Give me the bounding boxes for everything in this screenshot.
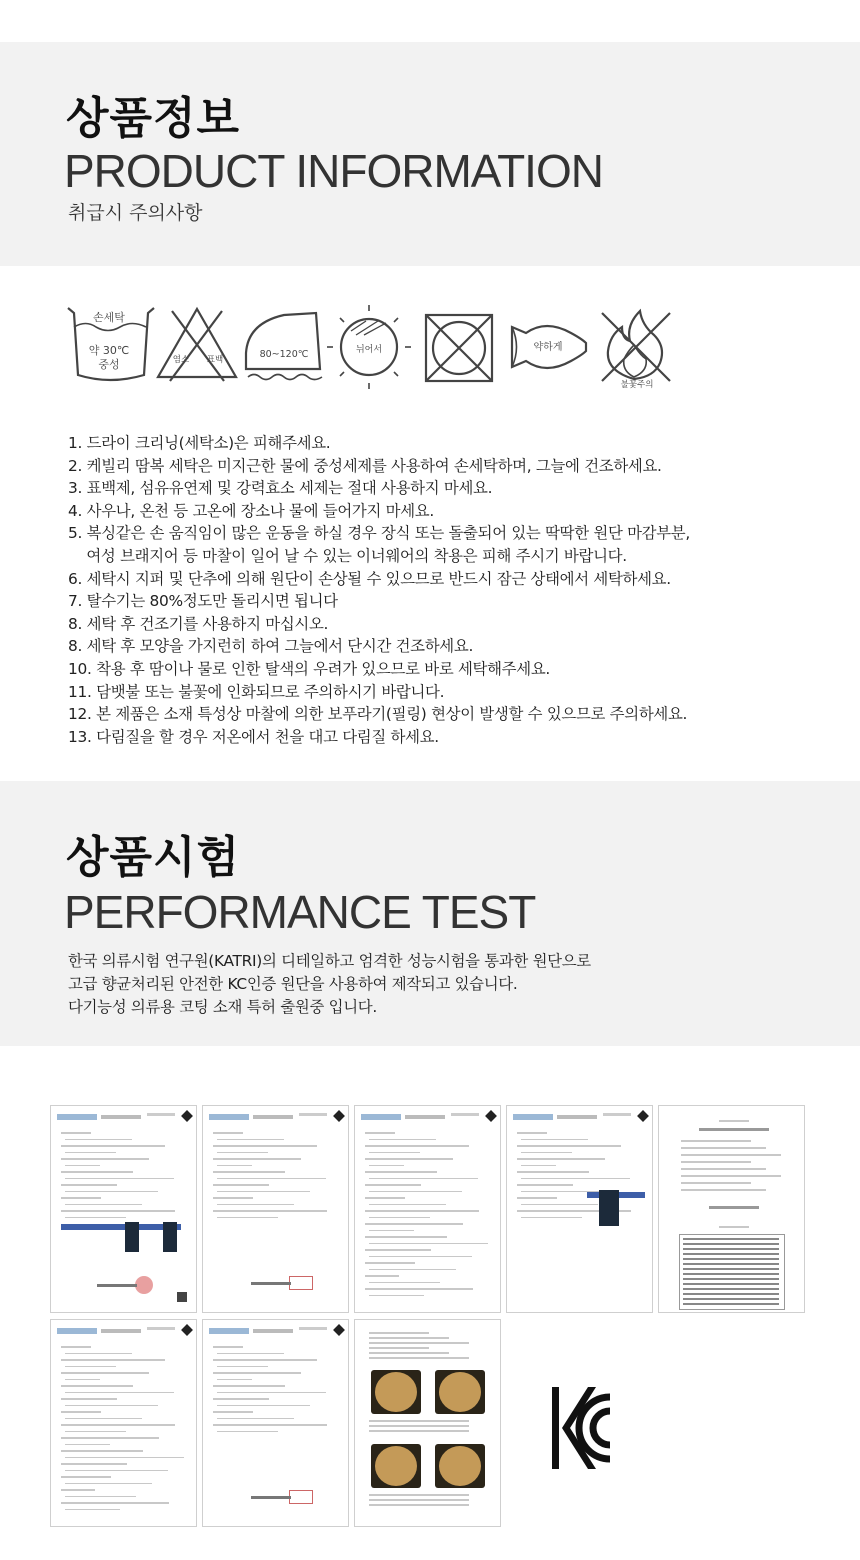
document-thumbnail [354, 1105, 501, 1313]
performance-title-kr: 상품시험 [66, 832, 241, 883]
product-info-subtitle: 취급시 주의사항 [68, 202, 203, 224]
care-item: 1. 드라이 크리닝(세탁소)은 피해주세요. [68, 434, 331, 452]
document-thumbnail [50, 1105, 197, 1313]
care-item: 6. 세탁시 지퍼 및 단추에 의해 원단이 손상될 수 있으므로 반드시 잠근 상태에서 세탁하세요. [68, 569, 671, 588]
svg-text:80~120℃: 80~120℃ [259, 349, 309, 360]
care-item: 5. 복싱같은 손 움직임이 많은 운동을 하실 경우 장식 또는 돌출되어 있는 딱딱한 원단 마감부분, [68, 524, 690, 543]
flame-caution-icon [602, 311, 670, 390]
product-info-title-en: PRODUCT INFORMATION [64, 145, 603, 197]
care-item: 8. 세탁 후 건조기를 사용하지 마십시오. [68, 614, 329, 633]
svg-text:약하게: 약하게 [533, 342, 563, 353]
svg-text:염소: 염소 [172, 355, 190, 365]
care-item: 2. 케빌리 땀복 세탁은 미지근한 물에 중성세제를 사용하여 손세탁하며, 그늘에 건조하세요. [68, 456, 662, 475]
care-item: 10. 착용 후 땀이나 물로 인한 탈색의 우려가 있으므로 바로 세탁해주세요. [68, 659, 550, 678]
care-instructions-list [68, 432, 788, 748]
kc-mark-icon [548, 1383, 614, 1473]
performance-line: 한국 의류시험 연구원(KATRI)의 디테일하고 엄격한 성능시험을 통과한 원단으로 [68, 952, 591, 970]
document-thumbnail [506, 1105, 653, 1313]
performance-line: 고급 향균처리된 안전한 KC인증 원단을 사용하여 제작되고 있습니다. [68, 974, 518, 993]
care-item: 11. 담뱃불 또는 불꽃에 인화되므로 주의하시기 바랍니다. [68, 682, 445, 701]
care-item: 여성 브래지어 등 마찰이 일어 날 수 있는 이너웨어의 착용은 피해 주시기 바랍니다. [68, 546, 627, 565]
svg-text:불꽃주의: 불꽃주의 [620, 380, 654, 390]
care-item: 12. 본 제품은 소재 특성상 마찰에 의한 보푸라기(필링) 현상이 발생할 수 있으므로 주의하세요. [68, 705, 688, 724]
hand-wash-temp: 약 30℃ [88, 344, 130, 357]
iron-icon [246, 313, 322, 380]
performance-title-en: PERFORMANCE TEST [64, 886, 536, 938]
gentle-wring-icon [512, 326, 586, 368]
care-item: 7. 탈수기는 80%정도만 돌리시면 됩니다 [68, 592, 338, 611]
svg-text:뉘어서: 뉘어서 [355, 345, 383, 355]
lay-flat-dry-icon [327, 305, 411, 389]
care-icons-row [66, 305, 686, 395]
document-thumbnail [202, 1319, 349, 1527]
hand-wash-label: 손세탁 [93, 311, 125, 324]
product-info-title-kr: 상품정보 [66, 93, 241, 144]
no-tumble-dry-icon [426, 315, 492, 381]
care-item: 4. 사우나, 온천 등 고온에 장소나 물에 들어가지 마세요. [68, 501, 434, 520]
hand-wash-detergent: 중성 [98, 358, 120, 371]
document-thumbnail [354, 1319, 501, 1527]
document-thumbnail [202, 1105, 349, 1313]
performance-description [68, 950, 788, 1018]
document-thumbnail [658, 1105, 805, 1313]
no-bleach-icon [158, 309, 236, 381]
product-info-header [0, 42, 860, 266]
care-item: 8. 세탁 후 모양을 가지런히 하여 그늘에서 단시간 건조하세요. [68, 637, 474, 656]
care-item: 13. 다림질을 할 경우 저온에서 천을 대고 다림질 하세요. [68, 727, 439, 746]
hand-wash-icon [68, 308, 154, 380]
document-thumbnail [50, 1319, 197, 1527]
svg-text:표백: 표백 [206, 355, 224, 365]
performance-line: 다기능성 의류용 코팅 소재 특허 출원중 입니다. [68, 997, 377, 1016]
care-item: 3. 표백제, 섬유유연제 및 강력효소 세제는 절대 사용하지 마세요. [68, 479, 493, 498]
